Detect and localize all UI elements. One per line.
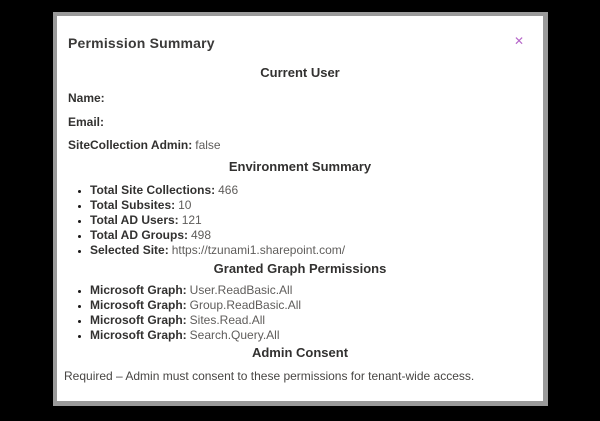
item-value: 498: [191, 228, 212, 242]
item-value: Search.Query.All: [189, 328, 280, 342]
item-label: Microsoft Graph:: [90, 328, 187, 342]
item-label: Microsoft Graph:: [90, 298, 187, 312]
item-label: Total Site Collections:: [90, 183, 216, 197]
list-item: [90, 198, 532, 213]
field-label: Name:: [68, 91, 105, 105]
field-name: [68, 91, 532, 106]
item-label: Total AD Users:: [90, 213, 179, 227]
list-item: [90, 213, 532, 228]
section-heading-current-user: Current User: [260, 65, 340, 80]
item-label: Microsoft Graph:: [90, 283, 187, 297]
item-label: Total Subsites:: [90, 198, 176, 212]
item-value: https://tzunami1.sharepoint.com/: [171, 243, 346, 257]
field-sitecollection-admin: [68, 138, 532, 153]
field-value: false: [195, 138, 221, 152]
item-value: Group.ReadBasic.All: [189, 298, 302, 312]
close-icon: ✕: [513, 34, 524, 48]
graph-permissions-list: [68, 283, 532, 343]
section-heading-graph-permissions: Granted Graph Permissions: [213, 261, 387, 276]
item-value: 10: [178, 198, 192, 212]
section-heading-admin-consent: Admin Consent: [251, 345, 349, 360]
field-email: [68, 115, 532, 130]
list-item: [90, 328, 532, 343]
dialog-title: Permission Summary: [68, 35, 215, 51]
item-value: Sites.Read.All: [189, 313, 266, 327]
dialog-content: [57, 16, 543, 401]
section-heading-environment-summary: Environment Summary: [228, 159, 372, 174]
item-label: Total AD Groups:: [90, 228, 188, 242]
admin-consent-text: Required – Admin must consent to these permissions for tenant-wide access.: [64, 369, 475, 383]
list-item: [90, 283, 532, 298]
field-label: Email:: [68, 115, 105, 129]
list-item: [90, 228, 532, 243]
permission-summary-dialog: [53, 12, 548, 406]
item-label: Microsoft Graph:: [90, 313, 187, 327]
item-label: Selected Site:: [90, 243, 169, 257]
list-item: [90, 183, 532, 198]
item-value: 466: [218, 183, 239, 197]
item-value: User.ReadBasic.All: [189, 283, 293, 297]
close-button[interactable]: [514, 34, 524, 48]
list-item: [90, 243, 532, 258]
environment-summary-list: [68, 183, 532, 258]
dialog-header: [68, 34, 532, 53]
item-value: 121: [181, 213, 202, 227]
field-label: SiteCollection Admin:: [68, 138, 193, 152]
list-item: [90, 313, 532, 328]
list-item: [90, 298, 532, 313]
